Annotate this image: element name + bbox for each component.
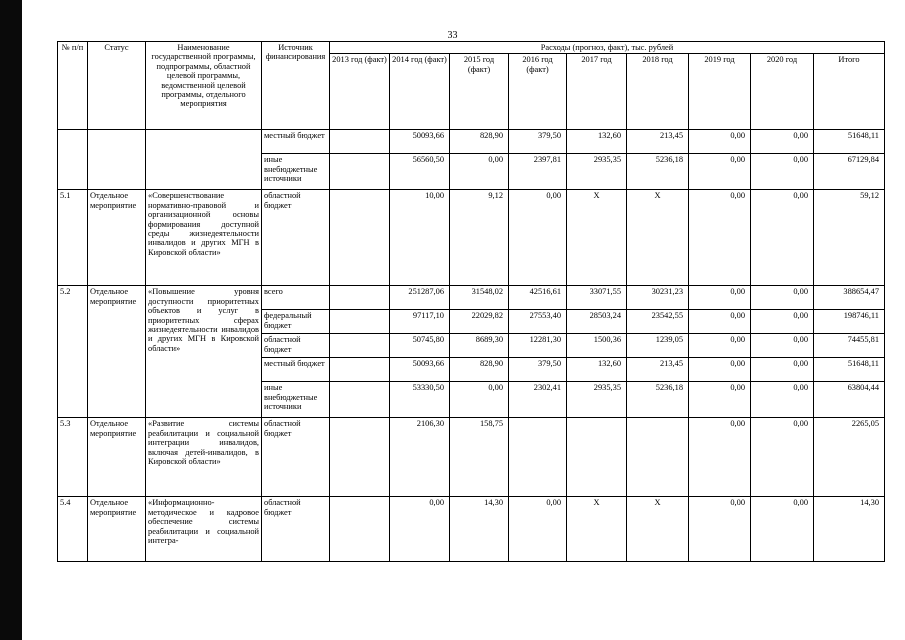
header-year: 2019 год [689, 54, 751, 130]
item-number: 5.4 [58, 497, 88, 562]
value-cell: 388654,47 [814, 286, 885, 310]
value-cell: 27553,40 [509, 310, 567, 334]
value-cell: 23542,55 [627, 310, 689, 334]
source-cell: областной бюджет [262, 334, 330, 358]
value-cell [567, 418, 627, 497]
value-cell: 2935,35 [567, 154, 627, 190]
value-cell: 0,00 [689, 497, 751, 562]
value-cell [330, 154, 390, 190]
value-cell: 0,00 [751, 418, 814, 497]
header-year: 2013 год (факт) [330, 54, 390, 130]
value-cell: 0,00 [751, 358, 814, 382]
value-cell: 828,90 [450, 130, 509, 154]
scan-left-edge [0, 0, 22, 640]
value-cell [330, 310, 390, 334]
value-cell: 379,50 [509, 358, 567, 382]
value-cell: 0,00 [689, 190, 751, 286]
value-cell: 379,50 [509, 130, 567, 154]
value-cell: 2302,41 [509, 382, 567, 418]
source-cell: федеральный бюджет [262, 310, 330, 334]
value-cell: 251287,06 [390, 286, 450, 310]
value-cell: 828,90 [450, 358, 509, 382]
value-cell: 0,00 [751, 497, 814, 562]
value-cell: 5236,18 [627, 382, 689, 418]
value-cell [627, 418, 689, 497]
value-cell: 53330,50 [390, 382, 450, 418]
value-cell: 31548,02 [450, 286, 509, 310]
cell-name [146, 130, 262, 190]
value-cell: 0,00 [450, 154, 509, 190]
value-cell: 158,75 [450, 418, 509, 497]
cell-no [58, 130, 88, 190]
value-cell: 63804,44 [814, 382, 885, 418]
header-year: 2016 год (факт) [509, 54, 567, 130]
table-row [58, 497, 885, 562]
value-cell: 22029,82 [450, 310, 509, 334]
header-name: Наименование государственной программы, подпрограммы, областной целевой программы, ведомственной целевой программы, отдельного мероприятия [146, 42, 262, 130]
page-number: 33 [447, 30, 458, 41]
value-cell: 9,12 [450, 190, 509, 286]
source-cell: иные внебюджетные источники [262, 154, 330, 190]
value-cell [330, 286, 390, 310]
value-cell: 0,00 [689, 310, 751, 334]
header-year: Итого [814, 54, 885, 130]
value-cell: 0,00 [751, 154, 814, 190]
header-no: № п/п [58, 42, 88, 130]
value-cell [509, 418, 567, 497]
value-cell: 132,60 [567, 358, 627, 382]
header-year: 2017 год [567, 54, 627, 130]
table-row [58, 286, 885, 310]
header-year: 2015 год (факт) [450, 54, 509, 130]
source-cell: всего [262, 286, 330, 310]
value-cell: 0,00 [751, 286, 814, 310]
value-cell: 0,00 [689, 418, 751, 497]
value-cell: 8689,30 [450, 334, 509, 358]
value-cell: 33071,55 [567, 286, 627, 310]
value-cell [330, 497, 390, 562]
value-cell: 0,00 [751, 382, 814, 418]
value-cell: 0,00 [450, 382, 509, 418]
cell-status [88, 130, 146, 190]
value-cell: 0,00 [751, 310, 814, 334]
value-cell: 14,30 [450, 497, 509, 562]
item-name: «Развитие системы реабилитации и социальной интеграции инвалидов, включая детей-инвалидов, в Кировской области» [146, 418, 262, 497]
source-cell: местный бюджет [262, 130, 330, 154]
value-cell [330, 130, 390, 154]
value-cell: 0,00 [751, 190, 814, 286]
value-cell: 0,00 [689, 130, 751, 154]
value-cell: 56560,50 [390, 154, 450, 190]
value-cell: 2265,05 [814, 418, 885, 497]
value-cell: 198746,11 [814, 310, 885, 334]
item-status: Отдельное мероприятие [88, 190, 146, 286]
value-cell [330, 418, 390, 497]
value-cell: 50745,80 [390, 334, 450, 358]
value-cell: 30231,23 [627, 286, 689, 310]
value-cell: Х [627, 190, 689, 286]
source-cell: иные внебюджетные источники [262, 382, 330, 418]
source-cell: областной бюджет [262, 418, 330, 497]
value-cell: 213,45 [627, 358, 689, 382]
source-cell: областной бюджет [262, 190, 330, 286]
value-cell: 1500,36 [567, 334, 627, 358]
value-cell: 51648,11 [814, 130, 885, 154]
expenses-table [57, 41, 885, 562]
value-cell: 74455,81 [814, 334, 885, 358]
header-status: Статус [88, 42, 146, 130]
value-cell: 28503,24 [567, 310, 627, 334]
value-cell: 42516,61 [509, 286, 567, 310]
value-cell: 0,00 [689, 382, 751, 418]
value-cell: Х [627, 497, 689, 562]
value-cell: 0,00 [751, 334, 814, 358]
value-cell [330, 358, 390, 382]
item-name: «Повышение уровня доступности приоритетных объектов и услуг в приоритетных сферах жизнедеятельности инвалидов и других МГН в Кировской области» [146, 286, 262, 418]
value-cell: 12281,30 [509, 334, 567, 358]
value-cell [330, 190, 390, 286]
value-cell: 2397,81 [509, 154, 567, 190]
item-name: «Совершенствование нормативно-правовой и организационной основы формирования доступной среды жизнедеятельности инвалидов и других МГН в Кировской области» [146, 190, 262, 286]
item-number: 5.3 [58, 418, 88, 497]
item-status: Отдельное мероприятие [88, 497, 146, 562]
item-name: «Информационно-методическое и кадровое обеспечение системы реабилитации и социальной интегра- [146, 497, 262, 562]
value-cell: Х [567, 190, 627, 286]
header-year: 2020 год [751, 54, 814, 130]
item-number: 5.2 [58, 286, 88, 418]
value-cell: 5236,18 [627, 154, 689, 190]
table-row [58, 418, 885, 497]
table-row [58, 190, 885, 286]
value-cell [330, 382, 390, 418]
value-cell: 2106,30 [390, 418, 450, 497]
value-cell: 213,45 [627, 130, 689, 154]
header-source: Источник финансирования [262, 42, 330, 130]
value-cell: 1239,05 [627, 334, 689, 358]
value-cell: Х [567, 497, 627, 562]
value-cell: 132,60 [567, 130, 627, 154]
value-cell: 0,00 [689, 154, 751, 190]
value-cell: 0,00 [751, 130, 814, 154]
header-expenses: Расходы (прогноз, факт), тыс. рублей [330, 42, 885, 54]
source-cell: местный бюджет [262, 358, 330, 382]
value-cell: 97117,10 [390, 310, 450, 334]
value-cell: 14,30 [814, 497, 885, 562]
value-cell: 51648,11 [814, 358, 885, 382]
value-cell: 2935,35 [567, 382, 627, 418]
item-number: 5.1 [58, 190, 88, 286]
value-cell: 59,12 [814, 190, 885, 286]
header-year: 2018 год [627, 54, 689, 130]
header-year: 2014 год (факт) [390, 54, 450, 130]
item-status: Отдельное мероприятие [88, 418, 146, 497]
value-cell: 67129,84 [814, 154, 885, 190]
value-cell: 10,00 [390, 190, 450, 286]
source-cell: областной бюджет [262, 497, 330, 562]
value-cell [330, 334, 390, 358]
value-cell: 50093,66 [390, 130, 450, 154]
value-cell: 0,00 [689, 334, 751, 358]
item-status: Отдельное мероприятие [88, 286, 146, 418]
value-cell: 0,00 [689, 358, 751, 382]
value-cell: 0,00 [509, 497, 567, 562]
value-cell: 0,00 [390, 497, 450, 562]
value-cell: 50093,66 [390, 358, 450, 382]
table-row [58, 130, 885, 154]
value-cell: 0,00 [509, 190, 567, 286]
value-cell: 0,00 [689, 286, 751, 310]
